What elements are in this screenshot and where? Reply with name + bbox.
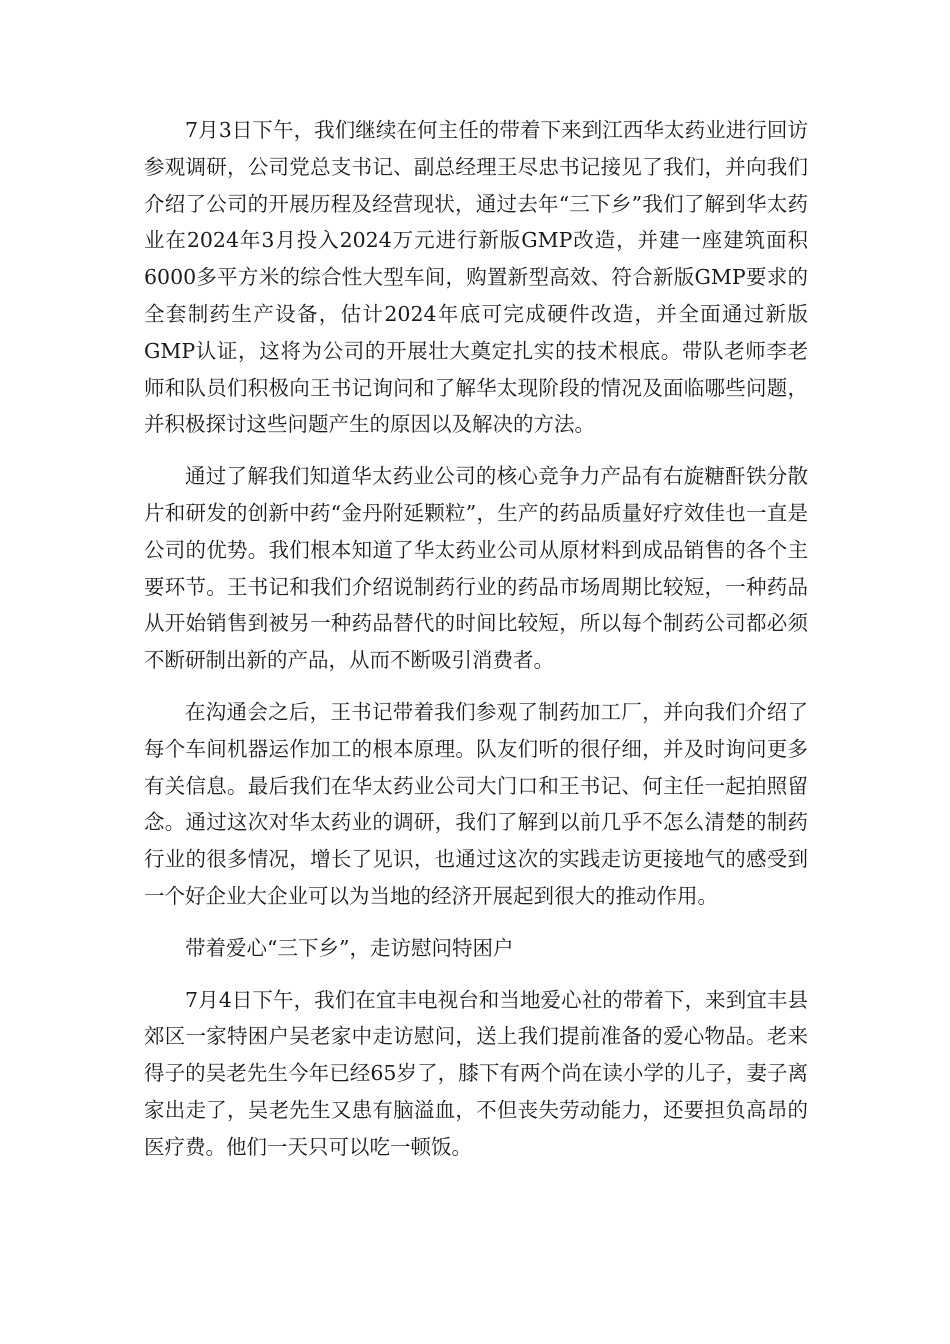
paragraph-core-products: 通过了解我们知道华太药业公司的核心竞争力产品有右旋糖酐铁分散片和研发的创新中药“金丹附延颗粒”，生产的药品质量好疗效佳也一直是公司的优势。我们根本知道了华太药业公司从原材料到成品销售的各个主要环节。王书记和我们介绍说制药行业的药品市场周期比较短，一种药品从开始销售到被另一种药品替代的时间比较短，所以每个制药公司都必须不断研制出新的产品，从而不断吸引消费者。 — [144, 464, 808, 673]
document-body — [144, 112, 808, 1181]
paragraph-factory-tour: 在沟通会之后，王书记带着我们参观了制药加工厂，并向我们介绍了每个车间机器运作加工的根本原理。队友们听的很仔细，并及时询问更多有关信息。最后我们在华太药业公司大门口和王书记、何主任一起拍照留念。通过这次对华太药业的调研，我们了解到以前几乎不怎么清楚的制药行业的很多情况，增长了见识，也通过这次的实践走访更接地气的感受到一个好企业大企业可以为当地的经济开展起到很大的推动作用。 — [144, 699, 808, 908]
section-heading-charity-visit: 带着爱心“三下乡”，走访慰问特困户 — [185, 935, 514, 960]
paragraph-huatai-visit: 7月3日下午，我们继续在何主任的带着下来到江西华太药业进行回访参观调研，公司党总支书记、副总经理王尽忠书记接见了我们，并向我们介绍了公司的开展历程及经营现状，通过去年“三下乡”我们了解到华太药业在2024年3月投入2024万元进行新版GMP改造，并建一座建筑面积6000多平方米的综合性大型车间，购置新型高效、符合新版GMP要求的全套制药生产设备，估计2024年底可完成硬件改造，并全面通过新版GMP认证，这将为公司的开展壮大奠定扎实的技术根底。带队老师李老师和队员们积极向王书记询问和了解华太现阶段的情况及面临哪些问题，并积极探讨这些问题产生的原因以及解决的方法。 — [144, 118, 808, 437]
paragraph-poor-household-visit: 7月4日下午，我们在宜丰电视台和当地爱心社的带着下，来到宜丰县郊区一家特困户吴老家中走访慰问，送上我们提前准备的爱心物品。老来得子的吴老先生今年已经65岁了，膝下有两个尚在读小学的儿子，妻子离家出走了，吴老先生又患有脑溢血，不但丧失劳动能力，还要担负高昂的医疗费。他们一天只可以吃一顿饭。 — [144, 987, 808, 1159]
